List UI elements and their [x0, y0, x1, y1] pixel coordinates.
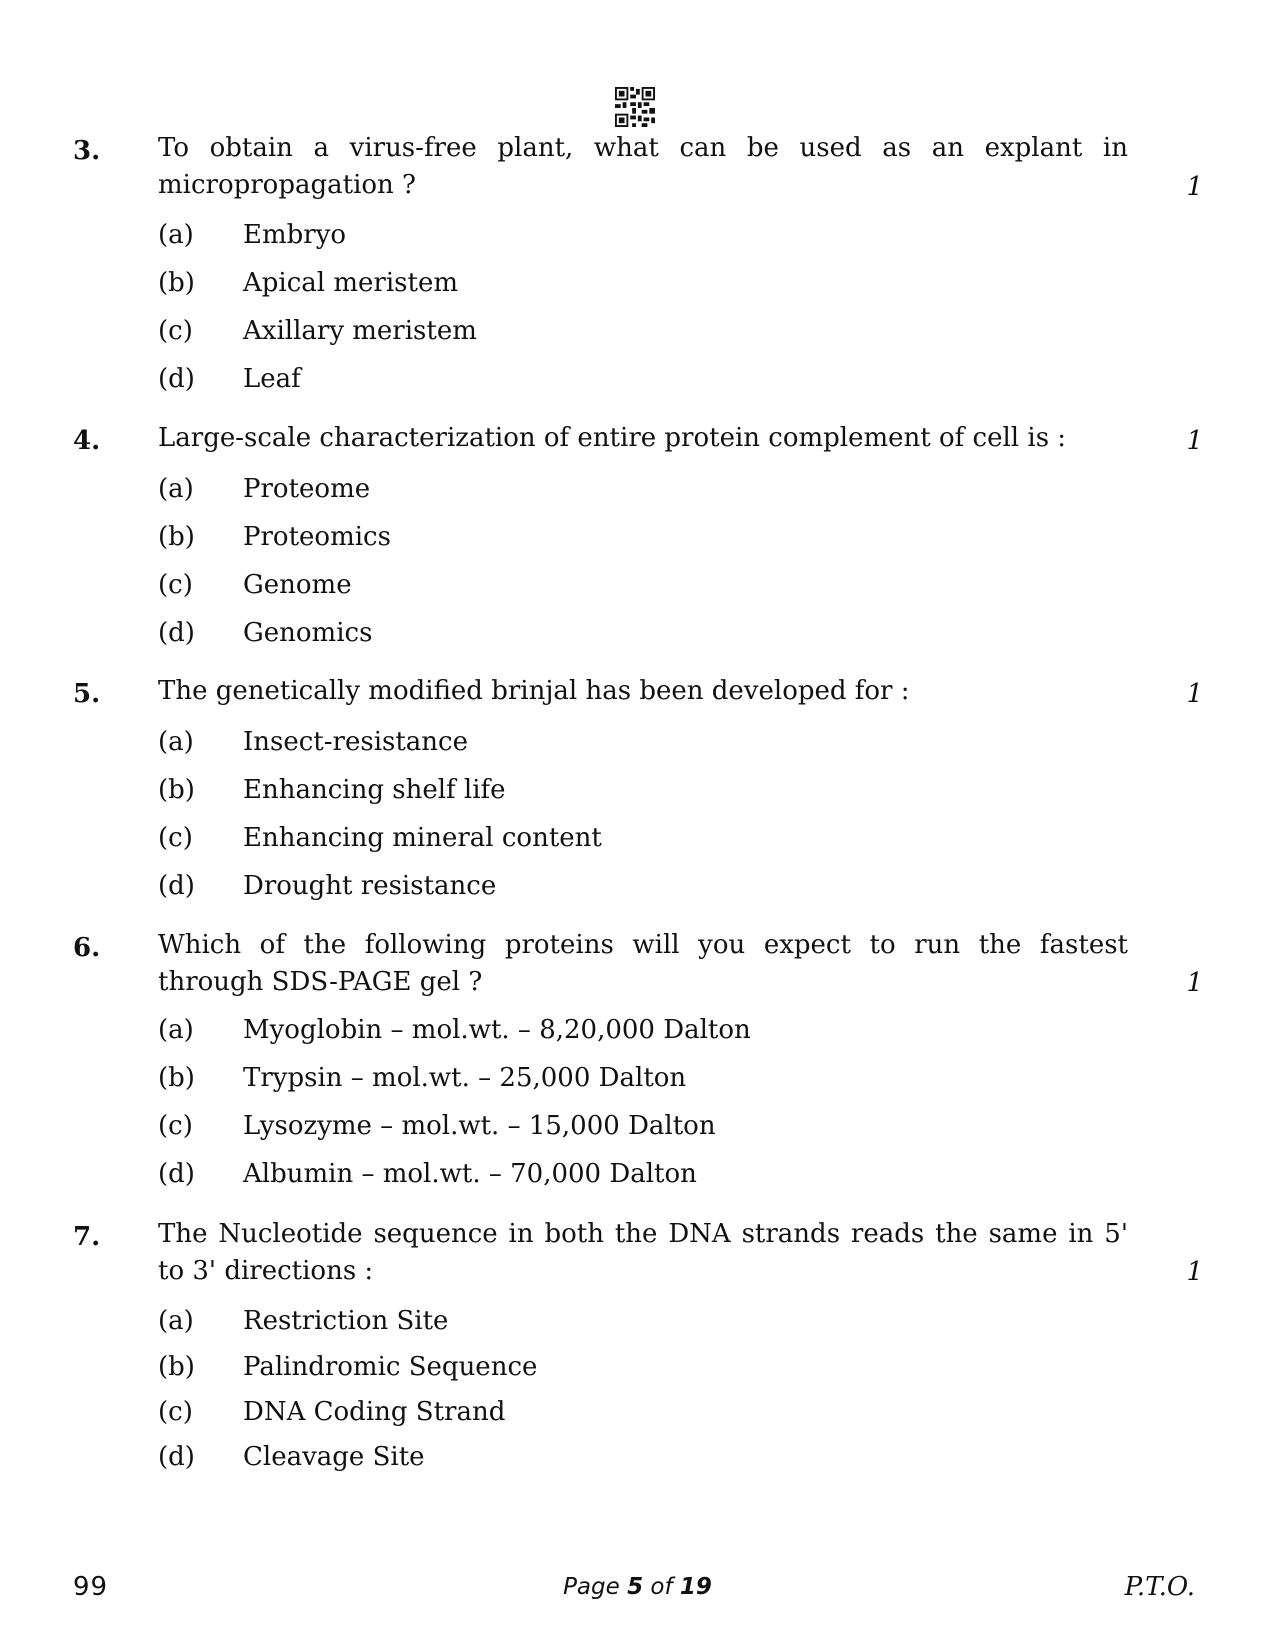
option-text: Drought resistance	[243, 871, 497, 901]
option-text: Embryo	[243, 220, 347, 250]
question-text: The Nucleotide sequence in both the DNA strands reads the same in 5' to 3' directions :	[158, 1219, 1128, 1286]
option-c	[158, 1111, 716, 1141]
option-label: (b)	[158, 775, 195, 805]
option-d	[158, 1442, 425, 1472]
option-label: (d)	[158, 1442, 195, 1472]
option-label: (d)	[158, 871, 195, 901]
option-text: Enhancing mineral content	[243, 823, 602, 853]
question-number: 4.	[73, 426, 101, 456]
option-a	[158, 1015, 751, 1045]
option-text: Apical meristem	[243, 268, 458, 298]
option-b	[158, 1063, 686, 1093]
option-label: (a)	[158, 220, 194, 250]
option-label: (b)	[158, 522, 195, 552]
option-text: Genomics	[243, 618, 373, 648]
option-b	[158, 522, 391, 552]
question-number: 7.	[73, 1222, 101, 1252]
option-text: Lysozyme – mol.wt. – 15,000 Dalton	[243, 1111, 716, 1141]
option-text: Axillary meristem	[243, 316, 477, 346]
page-indicator	[0, 1574, 1275, 1600]
option-text: Albumin – mol.wt. – 70,000 Dalton	[243, 1159, 697, 1189]
option-text: Leaf	[243, 364, 301, 394]
option-b	[158, 1352, 537, 1382]
option-text: Trypsin – mol.wt. – 25,000 Dalton	[243, 1063, 687, 1093]
option-text: Cleavage Site	[243, 1442, 425, 1472]
option-label: (a)	[158, 1015, 194, 1045]
option-d	[158, 618, 372, 648]
option-c	[158, 316, 477, 346]
option-d	[158, 1159, 697, 1189]
option-b	[158, 775, 506, 805]
paper-code: 99	[73, 1572, 109, 1602]
option-c	[158, 1397, 505, 1427]
option-text: Myoglobin – mol.wt. – 8,20,000 Dalton	[243, 1015, 751, 1045]
option-text: Insect-resistance	[243, 727, 468, 757]
option-a	[158, 727, 468, 757]
page-prefix: Page	[563, 1574, 628, 1600]
question-text: Large-scale characterization of entire protein complement of cell is :	[158, 423, 1067, 453]
question-marks: 1	[1186, 968, 1203, 998]
option-text: Proteome	[243, 474, 371, 504]
option-c	[158, 823, 602, 853]
option-text: Genome	[243, 570, 352, 600]
option-label: (d)	[158, 364, 195, 394]
question-text: The genetically modified brinjal has been developed for :	[158, 676, 910, 706]
option-a	[158, 220, 346, 250]
option-label: (d)	[158, 618, 195, 648]
page-total: 19	[679, 1574, 712, 1600]
option-text: DNA Coding Strand	[243, 1397, 506, 1427]
option-label: (b)	[158, 1352, 195, 1382]
question-marks: 1	[1186, 172, 1203, 202]
question-number: 6.	[73, 933, 101, 963]
option-label: (a)	[158, 1306, 194, 1336]
pto-label: P.T.O.	[1124, 1572, 1195, 1602]
question-marks: 1	[1186, 426, 1203, 456]
page-of: of	[643, 1574, 680, 1600]
page-current: 5	[627, 1574, 644, 1600]
option-c	[158, 570, 352, 600]
option-label: (d)	[158, 1159, 195, 1189]
question-number: 5.	[73, 679, 101, 709]
option-a	[158, 1306, 448, 1336]
qr-code-icon	[615, 87, 655, 127]
option-text: Proteomics	[243, 522, 391, 552]
option-b	[158, 268, 458, 298]
question-marks: 1	[1186, 679, 1203, 709]
question-text: To obtain a virus-free plant, what can be used as an explant in micropropagation ?	[158, 133, 1128, 200]
option-text: Restriction Site	[243, 1306, 449, 1336]
option-label: (c)	[158, 316, 193, 346]
question-marks: 1	[1186, 1257, 1203, 1287]
option-label: (b)	[158, 1063, 195, 1093]
option-label: (c)	[158, 570, 193, 600]
option-label: (b)	[158, 268, 195, 298]
question-number: 3.	[73, 136, 101, 166]
option-text: Palindromic Sequence	[243, 1352, 538, 1382]
option-label: (a)	[158, 474, 194, 504]
option-label: (c)	[158, 1397, 193, 1427]
option-a	[158, 474, 370, 504]
option-label: (a)	[158, 727, 194, 757]
option-d	[158, 871, 496, 901]
option-label: (c)	[158, 823, 193, 853]
question-text: Which of the following proteins will you expect to run the fastest through SDS-PAGE gel ?	[158, 930, 1128, 997]
option-label: (c)	[158, 1111, 193, 1141]
option-text: Enhancing shelf life	[243, 775, 506, 805]
option-d	[158, 364, 301, 394]
